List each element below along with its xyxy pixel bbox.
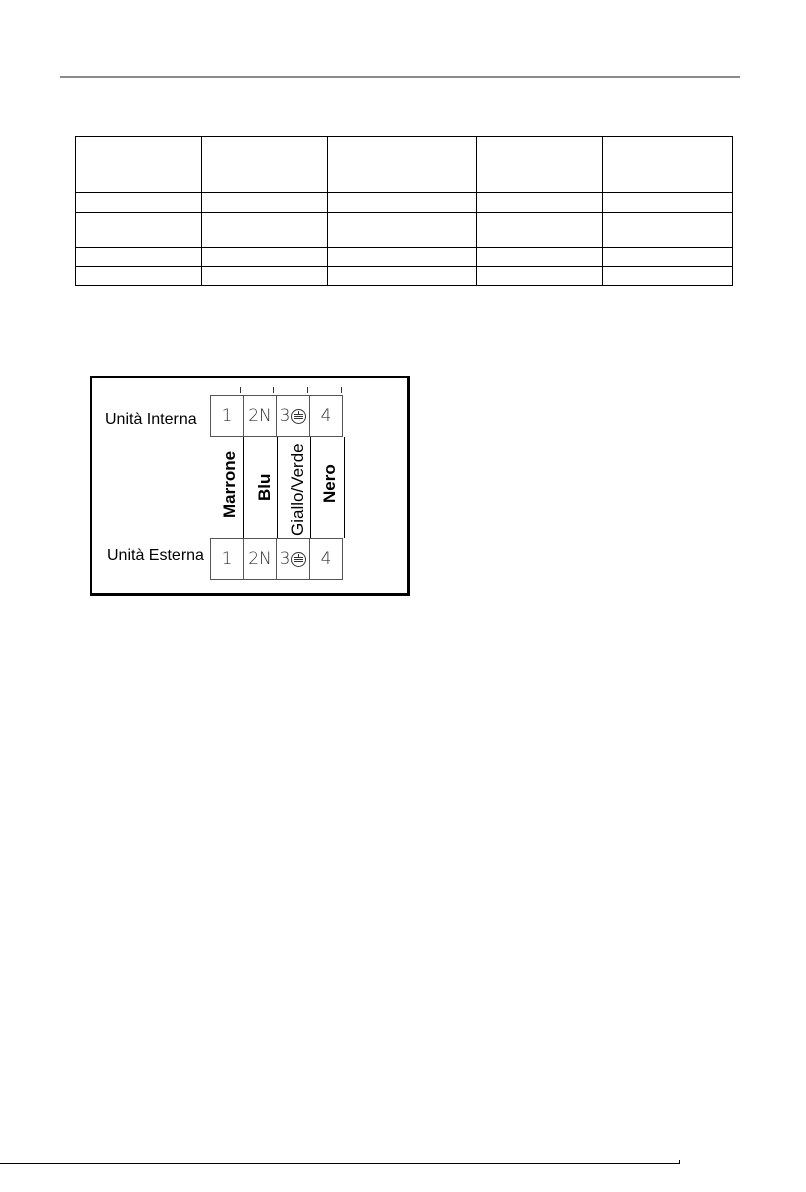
table-cell	[202, 213, 328, 248]
terminal-number: 3	[279, 549, 291, 569]
table-cell	[76, 267, 202, 286]
indoor-terminal-1: 1	[210, 395, 244, 437]
indoor-terminal-4: 4	[309, 395, 343, 437]
header-rule	[60, 76, 740, 78]
table-cell	[328, 267, 477, 286]
footer-rule	[0, 1163, 680, 1164]
table-cell	[477, 137, 603, 193]
outdoor-terminal-3	[276, 538, 310, 580]
table-cell	[76, 193, 202, 213]
footer-tick	[679, 1160, 680, 1164]
table-cell	[477, 248, 603, 267]
outdoor-unit-label: Unità Esterna	[107, 547, 204, 564]
indoor-terminal-3	[276, 395, 310, 437]
table-cell	[328, 193, 477, 213]
table-cell	[202, 248, 328, 267]
indoor-unit-label: Unità Interna	[105, 411, 197, 428]
table-cell	[603, 213, 733, 248]
specification-table	[75, 136, 733, 286]
table-cell	[477, 267, 603, 286]
ground-symbol-icon	[291, 552, 306, 567]
wire-divider	[277, 437, 278, 538]
table-cell	[76, 248, 202, 267]
table-row	[76, 248, 733, 267]
table-row	[76, 267, 733, 286]
outdoor-terminal-2n: 2N	[243, 538, 277, 580]
terminal-screw-ticks	[210, 387, 360, 395]
table-cell	[477, 193, 603, 213]
table-cell	[603, 137, 733, 193]
wire-label-brown: Marrone	[220, 450, 239, 518]
indoor-terminal-2n: 2N	[243, 395, 277, 437]
table-cell	[328, 137, 477, 193]
table-cell	[202, 137, 328, 193]
outdoor-terminal-block	[210, 538, 360, 580]
table-cell	[76, 137, 202, 193]
table-cell	[477, 213, 603, 248]
indoor-terminal-block	[210, 395, 360, 437]
table-cell	[328, 248, 477, 267]
wire-label-yellow-green: Giallo/Verde	[288, 443, 307, 536]
table-row	[76, 193, 733, 213]
table-row	[76, 213, 733, 248]
outdoor-terminal-4: 4	[309, 538, 343, 580]
table-cell	[202, 193, 328, 213]
wire-label-black: Nero	[320, 464, 339, 503]
table-cell	[603, 267, 733, 286]
wire-divider	[310, 437, 311, 538]
table-cell	[76, 213, 202, 248]
wire-label-blue: Blu	[255, 473, 274, 501]
table-cell	[603, 248, 733, 267]
table-cell	[603, 193, 733, 213]
outdoor-terminal-1: 1	[210, 538, 244, 580]
ground-symbol-icon	[291, 409, 306, 424]
wiring-diagram	[90, 376, 410, 596]
terminal-number: 3	[279, 406, 291, 426]
table-cell	[328, 213, 477, 248]
table-row	[76, 137, 733, 193]
table-cell	[202, 267, 328, 286]
